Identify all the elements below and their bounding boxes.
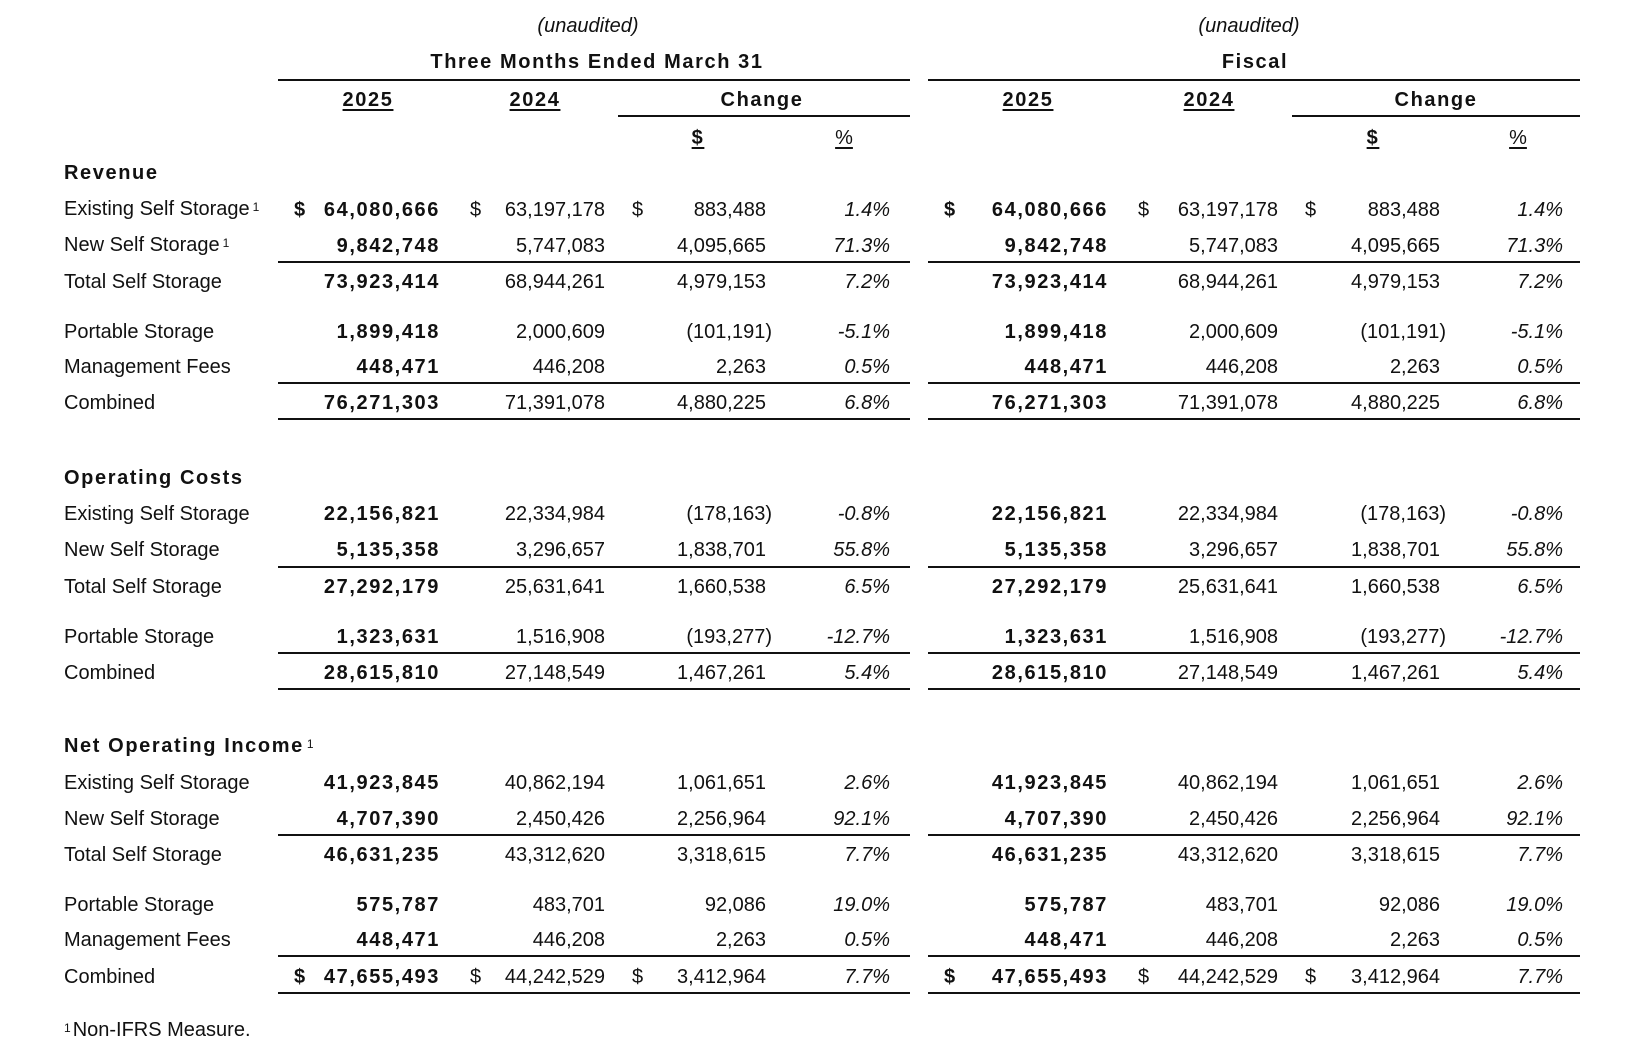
cell-left-2025: 1,323,631 bbox=[336, 626, 440, 648]
cell-right-change: 1,061,651 bbox=[1351, 772, 1440, 794]
cell-right-2024: 71,391,078 bbox=[1177, 392, 1278, 414]
cell-left-2024: 3,296,657 bbox=[516, 539, 605, 561]
cell-left-change: 1,838,701 bbox=[677, 539, 766, 561]
cell-left-2025: 4,707,390 bbox=[336, 808, 440, 830]
cell-right-change: 4,095,665 bbox=[1351, 235, 1440, 257]
cell-left-2025: 28,615,810 bbox=[323, 662, 440, 684]
cell-right-pct: -5.1% bbox=[1510, 321, 1563, 343]
cell-right-2024: 63,197,178 bbox=[1177, 199, 1278, 221]
cell-right-pct: 0.5% bbox=[1517, 356, 1563, 378]
row-label: Total Self Storage bbox=[64, 271, 222, 293]
subtotal-rule bbox=[278, 955, 910, 957]
cell-right-pct: 6.8% bbox=[1517, 392, 1563, 414]
dollar-sign: $ bbox=[944, 966, 957, 988]
left-title-underline bbox=[278, 79, 910, 81]
row-label: Total Self Storage bbox=[64, 576, 222, 598]
subtotal-rule bbox=[928, 834, 1580, 836]
cell-left-2024: 22,334,984 bbox=[504, 503, 605, 525]
row-label: Management Fees bbox=[64, 356, 231, 378]
row-label: Existing Self Storage bbox=[64, 772, 250, 794]
cell-left-2024: 63,197,178 bbox=[504, 199, 605, 221]
cell-right-change: 4,979,153 bbox=[1351, 271, 1440, 293]
left-col-dollar: $ bbox=[691, 127, 705, 149]
cell-left-change: 1,061,651 bbox=[677, 772, 766, 794]
cell-left-2024: 446,208 bbox=[532, 356, 605, 378]
row-label: New Self Storage bbox=[64, 808, 220, 830]
left-period-title: Three Months Ended March 31 bbox=[430, 51, 764, 73]
cell-right-2025: 46,631,235 bbox=[991, 844, 1108, 866]
cell-right-2025: 41,923,845 bbox=[991, 772, 1108, 794]
right-col-percent: % bbox=[1509, 127, 1527, 149]
section-title-operating-costs: Operating Costs bbox=[64, 467, 244, 489]
cell-left-2024: 2,450,426 bbox=[516, 808, 605, 830]
cell-right-2024: 3,296,657 bbox=[1189, 539, 1278, 561]
cell-left-2024: 5,747,083 bbox=[516, 235, 605, 257]
cell-left-2024: 27,148,549 bbox=[504, 662, 605, 684]
cell-left-2024: 1,516,908 bbox=[516, 626, 605, 648]
cell-left-2024: 44,242,529 bbox=[504, 966, 605, 988]
footnote: $^1$ Non-IFRS Measure. bbox=[64, 1019, 251, 1041]
cell-right-2024: 22,334,984 bbox=[1177, 503, 1278, 525]
cell-right-change: (178,163) bbox=[1360, 503, 1446, 525]
cell-left-pct: 2.6% bbox=[844, 772, 890, 794]
cell-right-pct: 1.4% bbox=[1517, 199, 1563, 221]
cell-left-2024: 25,631,641 bbox=[504, 576, 605, 598]
cell-right-2024: 446,208 bbox=[1205, 356, 1278, 378]
cell-left-pct: 7.2% bbox=[844, 271, 890, 293]
cell-left-2025: 1,899,418 bbox=[336, 321, 440, 343]
cell-left-2024: 483,701 bbox=[532, 894, 605, 916]
subtotal-rule bbox=[928, 382, 1580, 384]
cell-left-2024: 43,312,620 bbox=[504, 844, 605, 866]
cell-right-pct: 92.1% bbox=[1506, 808, 1563, 830]
row-label: Total Self Storage bbox=[64, 844, 222, 866]
total-rule bbox=[928, 688, 1580, 690]
cell-left-2025: 575,787 bbox=[356, 894, 440, 916]
cell-right-change: 2,256,964 bbox=[1351, 808, 1440, 830]
cell-right-pct: -0.8% bbox=[1510, 503, 1563, 525]
row-label: Existing Self Storage bbox=[64, 503, 250, 525]
cell-right-2025: 28,615,810 bbox=[991, 662, 1108, 684]
section-title-net-operating-income: Net Operating Income $^1$ bbox=[64, 735, 316, 757]
cell-right-change: 4,880,225 bbox=[1351, 392, 1440, 414]
cell-right-2025: 9,842,748 bbox=[1004, 235, 1108, 257]
cell-right-2024: 27,148,549 bbox=[1177, 662, 1278, 684]
cell-left-pct: 7.7% bbox=[844, 844, 890, 866]
subtotal-rule bbox=[928, 261, 1580, 263]
cell-right-change: 3,412,964 bbox=[1351, 966, 1440, 988]
cell-left-change: (178,163) bbox=[686, 503, 772, 525]
cell-left-change: 4,880,225 bbox=[677, 392, 766, 414]
cell-left-pct: 6.5% bbox=[844, 576, 890, 598]
cell-left-pct: 6.8% bbox=[844, 392, 890, 414]
subtotal-rule bbox=[928, 652, 1580, 654]
cell-left-change: 4,095,665 bbox=[677, 235, 766, 257]
cell-right-2024: 25,631,641 bbox=[1177, 576, 1278, 598]
cell-left-change: 4,979,153 bbox=[677, 271, 766, 293]
cell-right-pct: 71.3% bbox=[1506, 235, 1563, 257]
total-rule bbox=[278, 418, 910, 420]
cell-right-2024: 40,862,194 bbox=[1177, 772, 1278, 794]
cell-right-2025: 22,156,821 bbox=[991, 503, 1108, 525]
cell-right-change: 2,263 bbox=[1389, 929, 1440, 951]
cell-left-2024: 2,000,609 bbox=[516, 321, 605, 343]
cell-left-2024: 68,944,261 bbox=[504, 271, 605, 293]
cell-left-2025: 5,135,358 bbox=[336, 539, 440, 561]
cell-right-change: 883,488 bbox=[1367, 199, 1440, 221]
right-col-2025: 2025 bbox=[1002, 89, 1054, 111]
cell-left-change: 2,263 bbox=[715, 356, 766, 378]
cell-left-change: (101,191) bbox=[686, 321, 772, 343]
left-unaudited-label: (unaudited) bbox=[537, 15, 639, 37]
cell-right-change: 1,838,701 bbox=[1351, 539, 1440, 561]
cell-right-change: 1,660,538 bbox=[1351, 576, 1440, 598]
left-col-2024: 2024 bbox=[509, 89, 561, 111]
right-col-change: Change bbox=[1394, 89, 1478, 111]
subtotal-rule bbox=[928, 566, 1580, 568]
cell-left-2025: 41,923,845 bbox=[323, 772, 440, 794]
row-label: Combined bbox=[64, 966, 156, 988]
cell-right-2025: 575,787 bbox=[1024, 894, 1108, 916]
dollar-sign: $ bbox=[1305, 199, 1317, 221]
right-change-underline bbox=[1292, 115, 1580, 117]
total-rule bbox=[928, 992, 1580, 994]
cell-right-2024: 2,450,426 bbox=[1189, 808, 1278, 830]
cell-left-2025: 448,471 bbox=[356, 929, 440, 951]
cell-left-change: 92,086 bbox=[704, 894, 766, 916]
row-label: Portable Storage bbox=[64, 626, 215, 648]
cell-right-2024: 483,701 bbox=[1205, 894, 1278, 916]
right-title-underline bbox=[928, 79, 1580, 81]
cell-left-2025: 47,655,493 bbox=[323, 966, 440, 988]
cell-right-change: 3,318,615 bbox=[1351, 844, 1440, 866]
subtotal-rule bbox=[278, 382, 910, 384]
cell-left-change: 883,488 bbox=[693, 199, 766, 221]
cell-right-2025: 4,707,390 bbox=[1004, 808, 1108, 830]
cell-right-2024: 44,242,529 bbox=[1177, 966, 1278, 988]
cell-right-2024: 68,944,261 bbox=[1177, 271, 1278, 293]
cell-right-pct: 7.2% bbox=[1517, 271, 1563, 293]
right-unaudited-label: (unaudited) bbox=[1198, 15, 1300, 37]
cell-left-2024: 40,862,194 bbox=[504, 772, 605, 794]
left-col-percent: % bbox=[835, 127, 853, 149]
cell-left-pct: 1.4% bbox=[844, 199, 890, 221]
cell-right-pct: 55.8% bbox=[1506, 539, 1563, 561]
cell-right-change: (101,191) bbox=[1360, 321, 1446, 343]
cell-left-2025: 27,292,179 bbox=[323, 576, 440, 598]
cell-left-pct: -12.7% bbox=[826, 626, 890, 648]
dollar-sign: $ bbox=[1138, 199, 1150, 221]
right-col-dollar: $ bbox=[1366, 127, 1380, 149]
cell-right-2024: 5,747,083 bbox=[1189, 235, 1278, 257]
cell-right-2025: 27,292,179 bbox=[991, 576, 1108, 598]
cell-left-pct: 55.8% bbox=[833, 539, 890, 561]
cell-left-2024: 71,391,078 bbox=[504, 392, 605, 414]
cell-right-pct: 19.0% bbox=[1506, 894, 1563, 916]
right-period-title: Fiscal bbox=[1221, 51, 1289, 73]
cell-right-2025: 73,923,414 bbox=[991, 271, 1108, 293]
cell-left-change: 1,467,261 bbox=[677, 662, 766, 684]
cell-right-2024: 446,208 bbox=[1205, 929, 1278, 951]
cell-left-pct: -0.8% bbox=[837, 503, 890, 525]
cell-left-pct: 0.5% bbox=[844, 929, 890, 951]
cell-right-change: 2,263 bbox=[1389, 356, 1440, 378]
dollar-sign: $ bbox=[470, 966, 482, 988]
dollar-sign: $ bbox=[1138, 966, 1150, 988]
cell-left-2025: 73,923,414 bbox=[323, 271, 440, 293]
cell-left-2025: 64,080,666 bbox=[323, 199, 440, 221]
cell-right-2025: 76,271,303 bbox=[991, 392, 1108, 414]
subtotal-rule bbox=[278, 261, 910, 263]
cell-right-2025: 64,080,666 bbox=[991, 199, 1108, 221]
left-col-2025: 2025 bbox=[342, 89, 394, 111]
cell-left-pct: 19.0% bbox=[833, 894, 890, 916]
dollar-sign: $ bbox=[944, 199, 957, 221]
cell-right-2025: 1,899,418 bbox=[1004, 321, 1108, 343]
cell-right-2025: 448,471 bbox=[1024, 356, 1108, 378]
left-change-underline bbox=[618, 115, 910, 117]
cell-left-2025: 448,471 bbox=[356, 356, 440, 378]
row-label: Combined bbox=[64, 392, 156, 414]
cell-right-2025: 47,655,493 bbox=[991, 966, 1108, 988]
cell-left-2025: 9,842,748 bbox=[336, 235, 440, 257]
total-rule bbox=[278, 992, 910, 994]
cell-left-change: 3,412,964 bbox=[677, 966, 766, 988]
cell-right-change: 92,086 bbox=[1378, 894, 1440, 916]
row-label: New Self Storage bbox=[64, 539, 220, 561]
cell-right-pct: 7.7% bbox=[1517, 966, 1563, 988]
subtotal-rule bbox=[278, 652, 910, 654]
total-rule bbox=[278, 688, 910, 690]
section-title-revenue: Revenue bbox=[64, 162, 159, 184]
cell-right-2024: 43,312,620 bbox=[1177, 844, 1278, 866]
cell-right-2025: 1,323,631 bbox=[1004, 626, 1108, 648]
cell-right-2025: 5,135,358 bbox=[1004, 539, 1108, 561]
cell-left-pct: -5.1% bbox=[837, 321, 890, 343]
row-label: Management Fees bbox=[64, 929, 231, 951]
cell-left-change: (193,277) bbox=[686, 626, 772, 648]
dollar-sign: $ bbox=[294, 199, 307, 221]
row-label: Existing Self Storage $^1$ bbox=[64, 198, 260, 220]
cell-left-pct: 5.4% bbox=[844, 662, 890, 684]
dollar-sign: $ bbox=[294, 966, 307, 988]
row-label: Combined bbox=[64, 662, 156, 684]
left-col-change: Change bbox=[720, 89, 804, 111]
cell-right-pct: 5.4% bbox=[1517, 662, 1563, 684]
dollar-sign: $ bbox=[632, 966, 644, 988]
cell-right-change: (193,277) bbox=[1360, 626, 1446, 648]
cell-left-2024: 446,208 bbox=[532, 929, 605, 951]
subtotal-rule bbox=[278, 566, 910, 568]
cell-left-change: 1,660,538 bbox=[677, 576, 766, 598]
cell-left-change: 2,263 bbox=[715, 929, 766, 951]
cell-left-change: 3,318,615 bbox=[677, 844, 766, 866]
cell-right-pct: 2.6% bbox=[1517, 772, 1563, 794]
cell-left-2025: 76,271,303 bbox=[323, 392, 440, 414]
cell-left-pct: 71.3% bbox=[833, 235, 890, 257]
cell-left-pct: 92.1% bbox=[833, 808, 890, 830]
total-rule bbox=[928, 418, 1580, 420]
row-label: Portable Storage bbox=[64, 321, 215, 343]
cell-right-pct: -12.7% bbox=[1499, 626, 1563, 648]
subtotal-rule bbox=[928, 955, 1580, 957]
row-label: New Self Storage $^1$ bbox=[64, 234, 230, 256]
cell-left-change: 2,256,964 bbox=[677, 808, 766, 830]
right-col-2024: 2024 bbox=[1183, 89, 1235, 111]
cell-right-change: 1,467,261 bbox=[1351, 662, 1440, 684]
cell-right-pct: 6.5% bbox=[1517, 576, 1563, 598]
dollar-sign: $ bbox=[632, 199, 644, 221]
dollar-sign: $ bbox=[470, 199, 482, 221]
cell-left-2025: 22,156,821 bbox=[323, 503, 440, 525]
row-label: Portable Storage bbox=[64, 894, 215, 916]
cell-right-pct: 0.5% bbox=[1517, 929, 1563, 951]
cell-right-2024: 2,000,609 bbox=[1189, 321, 1278, 343]
cell-left-2025: 46,631,235 bbox=[323, 844, 440, 866]
dollar-sign: $ bbox=[1305, 966, 1317, 988]
cell-right-pct: 7.7% bbox=[1517, 844, 1563, 866]
cell-right-2025: 448,471 bbox=[1024, 929, 1108, 951]
cell-left-pct: 7.7% bbox=[844, 966, 890, 988]
cell-right-2024: 1,516,908 bbox=[1189, 626, 1278, 648]
subtotal-rule bbox=[278, 834, 910, 836]
cell-left-pct: 0.5% bbox=[844, 356, 890, 378]
